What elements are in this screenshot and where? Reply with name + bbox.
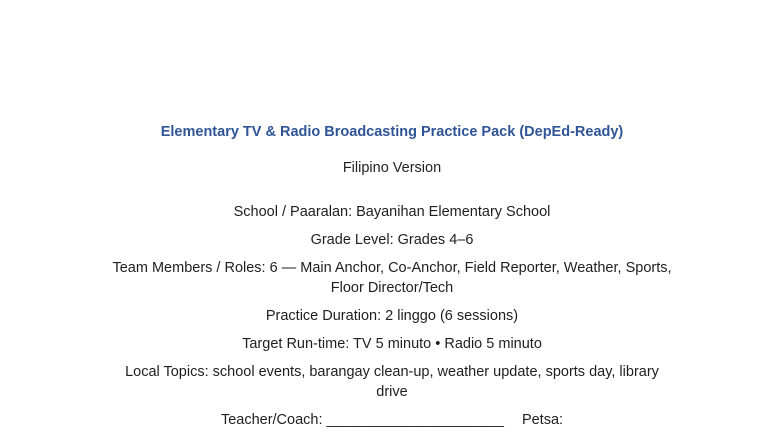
target-runtime-line: Target Run-time: TV 5 minuto • Radio 5 minuto — [242, 336, 542, 352]
document-subtitle: Filipino Version — [342, 160, 442, 176]
document-title: Elementary TV & Radio Broadcasting Practice Pack (DepEd-Ready) — [160, 124, 624, 140]
grade-level-line: Grade Level: Grades 4–6 — [310, 232, 474, 248]
practice-duration-line: Practice Duration: 2 linggo (6 sessions) — [265, 308, 519, 324]
team-members-line: Team Members / Roles: 6 — Main Anchor, Co-Anchor, Field Reporter, Weather, Sports, Floor Director/Tech — [112, 260, 672, 296]
petsa-field: Petsa: — [521, 412, 564, 428]
local-topics-line: Local Topics: school events, barangay clean-up, weather update, sports day, library drive — [125, 364, 659, 400]
teacher-coach-line — [0, 410, 784, 430]
school-line: School / Paaralan: Bayanihan Elementary School — [233, 204, 551, 220]
teacher-coach-field: Teacher/Coach: ______________________ — [220, 412, 504, 428]
